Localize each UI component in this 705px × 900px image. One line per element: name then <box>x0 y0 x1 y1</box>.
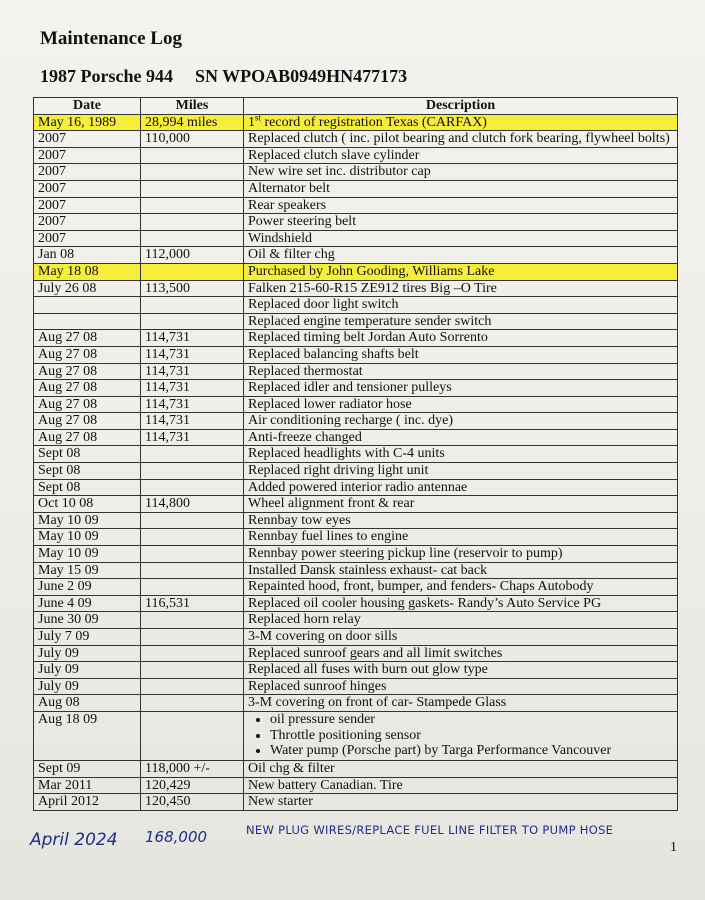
table-row <box>34 512 678 529</box>
miles-cell: 113,500 <box>141 280 244 297</box>
table-row <box>34 396 678 413</box>
description-cell: Purchased by John Gooding, Williams Lake <box>244 263 678 280</box>
table-row <box>34 164 678 181</box>
miles-cell <box>141 645 244 662</box>
miles-cell <box>141 313 244 330</box>
miles-cell: 114,731 <box>141 363 244 380</box>
table-row <box>34 330 678 347</box>
description-cell: Replaced clutch ( inc. pilot bearing and clutch fork bearing, flywheel bolts) <box>244 131 678 148</box>
date-cell: May 15 09 <box>34 562 141 579</box>
description-cell: Replaced sunroof gears and all limit switches <box>244 645 678 662</box>
date-cell: Oct 10 08 <box>34 496 141 513</box>
table-row <box>34 131 678 148</box>
description-cell: Installed Dansk stainless exhaust- cat back <box>244 562 678 579</box>
table-row <box>34 297 678 314</box>
table-row <box>34 114 678 131</box>
miles-cell: 110,000 <box>141 131 244 148</box>
date-cell: Jan 08 <box>34 247 141 264</box>
miles-cell <box>141 512 244 529</box>
date-cell: Aug 18 09 <box>34 711 141 760</box>
date-cell: Sept 08 <box>34 479 141 496</box>
description-cell: Replaced timing belt Jordan Auto Sorrento <box>244 330 678 347</box>
table-row <box>34 678 678 695</box>
date-cell: 2007 <box>34 131 141 148</box>
description-cell: Replaced lower radiator hose <box>244 396 678 413</box>
date-cell: 2007 <box>34 197 141 214</box>
handwritten-description: NEW PLUG WIRES/REPLACE FUEL LINE FILTER TO PUMP HOSE <box>246 823 614 837</box>
miles-cell <box>141 711 244 760</box>
description-cell: Oil chg & filter <box>244 760 678 777</box>
description-cell: Replaced idler and tensioner pulleys <box>244 380 678 397</box>
miles-cell: 116,531 <box>141 595 244 612</box>
miles-cell <box>141 529 244 546</box>
description-cell: Replaced headlights with C-4 units <box>244 446 678 463</box>
table-row <box>34 313 678 330</box>
date-cell: May 16, 1989 <box>34 114 141 131</box>
header-description: Description <box>244 98 678 115</box>
date-cell: 2007 <box>34 147 141 164</box>
description-cell: Wheel alignment front & rear <box>244 496 678 513</box>
description-cell: Rennbay fuel lines to engine <box>244 529 678 546</box>
date-cell: June 30 09 <box>34 612 141 629</box>
page-number: 1 <box>670 840 677 855</box>
table-row <box>34 579 678 596</box>
miles-cell: 120,429 <box>141 777 244 794</box>
miles-cell <box>141 695 244 712</box>
miles-cell <box>141 164 244 181</box>
table-row <box>34 380 678 397</box>
vehicle-model: 1987 Porsche 944 <box>40 66 173 86</box>
table-row <box>34 760 678 777</box>
table-row <box>34 496 678 513</box>
date-cell: Sept 08 <box>34 463 141 480</box>
description-cell <box>244 711 678 760</box>
description-cell: Anti-freeze changed <box>244 429 678 446</box>
description-cell: Rear speakers <box>244 197 678 214</box>
miles-cell: 114,731 <box>141 330 244 347</box>
vehicle-subtitle <box>40 66 407 87</box>
description-cell: New starter <box>244 794 678 811</box>
handwritten-date: April 2024 <box>30 830 118 850</box>
table-row <box>34 230 678 247</box>
date-cell: Mar 2011 <box>34 777 141 794</box>
description-cell: Replaced clutch slave cylinder <box>244 147 678 164</box>
date-cell: July 7 09 <box>34 629 141 646</box>
description-cell: Replaced door light switch <box>244 297 678 314</box>
miles-cell <box>141 230 244 247</box>
miles-cell <box>141 147 244 164</box>
date-cell <box>34 313 141 330</box>
table-row <box>34 794 678 811</box>
miles-cell <box>141 180 244 197</box>
date-cell: July 26 08 <box>34 280 141 297</box>
table-row <box>34 214 678 231</box>
description-cell: Replaced right driving light unit <box>244 463 678 480</box>
date-cell: May 18 08 <box>34 263 141 280</box>
miles-cell: 120,450 <box>141 794 244 811</box>
miles-cell: 118,000 +/- <box>141 760 244 777</box>
bullet-list <box>248 712 673 759</box>
table-row <box>34 612 678 629</box>
date-cell: Aug 27 08 <box>34 413 141 430</box>
miles-cell <box>141 579 244 596</box>
date-cell: April 2012 <box>34 794 141 811</box>
description-cell: Replaced sunroof hinges <box>244 678 678 695</box>
miles-cell: 28,994 miles <box>141 114 244 131</box>
page-title: Maintenance Log <box>40 28 182 49</box>
table-body <box>34 114 678 810</box>
description-cell: Oil & filter chg <box>244 247 678 264</box>
date-cell: 2007 <box>34 164 141 181</box>
date-cell: 2007 <box>34 180 141 197</box>
description-cell: Replaced oil cooler housing gaskets- Randy’s Auto Service PG <box>244 595 678 612</box>
description-cell: Replaced balancing shafts belt <box>244 346 678 363</box>
table-row <box>34 280 678 297</box>
miles-cell <box>141 678 244 695</box>
date-cell: Aug 27 08 <box>34 346 141 363</box>
table-row <box>34 247 678 264</box>
description-cell: Replaced all fuses with burn out glow type <box>244 662 678 679</box>
table-row <box>34 263 678 280</box>
date-cell: 2007 <box>34 214 141 231</box>
table-row <box>34 777 678 794</box>
description-cell: Replaced horn relay <box>244 612 678 629</box>
table-row <box>34 645 678 662</box>
bullet-item: • Throttle positioning sensor <box>270 728 673 744</box>
date-cell: July 09 <box>34 645 141 662</box>
date-cell: June 4 09 <box>34 595 141 612</box>
description-cell: 1st record of registration Texas (CARFAX) <box>244 114 678 131</box>
miles-cell <box>141 297 244 314</box>
table-row-bulleted <box>34 711 678 760</box>
miles-cell <box>141 479 244 496</box>
table-row <box>34 346 678 363</box>
date-cell: Sept 08 <box>34 446 141 463</box>
header-date: Date <box>34 98 141 115</box>
miles-cell <box>141 446 244 463</box>
date-cell: Aug 27 08 <box>34 429 141 446</box>
description-cell: Replaced thermostat <box>244 363 678 380</box>
miles-cell: 114,731 <box>141 429 244 446</box>
table-row <box>34 413 678 430</box>
description-cell: Rennbay power steering pickup line (reservoir to pump) <box>244 546 678 563</box>
date-cell: Sept 09 <box>34 760 141 777</box>
maintenance-table <box>33 97 678 811</box>
table-header-row <box>34 98 678 115</box>
description-cell: Power steering belt <box>244 214 678 231</box>
miles-cell: 114,731 <box>141 346 244 363</box>
description-cell: Replaced engine temperature sender switch <box>244 313 678 330</box>
table-row <box>34 546 678 563</box>
description-cell: New battery Canadian. Tire <box>244 777 678 794</box>
miles-cell: 114,800 <box>141 496 244 513</box>
table-row <box>34 463 678 480</box>
date-cell: May 10 09 <box>34 512 141 529</box>
date-cell: May 10 09 <box>34 529 141 546</box>
description-cell: Windshield <box>244 230 678 247</box>
miles-cell: 112,000 <box>141 247 244 264</box>
miles-cell <box>141 562 244 579</box>
miles-cell: 114,731 <box>141 380 244 397</box>
date-cell: Aug 27 08 <box>34 330 141 347</box>
serial-number: SN WPOAB0949HN477173 <box>194 66 408 86</box>
description-cell: Alternator belt <box>244 180 678 197</box>
handwritten-miles: 168,000 <box>145 828 208 846</box>
date-cell: Aug 27 08 <box>34 380 141 397</box>
date-cell: Aug 08 <box>34 695 141 712</box>
date-cell: July 09 <box>34 662 141 679</box>
table-row <box>34 595 678 612</box>
table-row <box>34 479 678 496</box>
table-row <box>34 529 678 546</box>
description-cell: 3-M covering on door sills <box>244 629 678 646</box>
date-cell <box>34 297 141 314</box>
date-cell: Aug 27 08 <box>34 363 141 380</box>
miles-cell <box>141 463 244 480</box>
miles-cell <box>141 662 244 679</box>
date-cell: 2007 <box>34 230 141 247</box>
miles-cell <box>141 197 244 214</box>
miles-cell: 114,731 <box>141 413 244 430</box>
table-row <box>34 429 678 446</box>
miles-cell: 114,731 <box>141 396 244 413</box>
description-cell: 3-M covering on front of car- Stampede Glass <box>244 695 678 712</box>
description-cell: New wire set inc. distributor cap <box>244 164 678 181</box>
table-row <box>34 446 678 463</box>
miles-cell <box>141 546 244 563</box>
table-row <box>34 197 678 214</box>
ordinal-suffix: st <box>255 114 262 122</box>
bullet-item: • oil pressure sender <box>270 712 673 728</box>
miles-cell <box>141 629 244 646</box>
description-cell: Repainted hood, front, bumper, and fenders- Chaps Autobody <box>244 579 678 596</box>
table-row <box>34 363 678 380</box>
table-row <box>34 147 678 164</box>
miles-cell <box>141 214 244 231</box>
date-cell: Aug 27 08 <box>34 396 141 413</box>
date-cell: June 2 09 <box>34 579 141 596</box>
date-cell: July 09 <box>34 678 141 695</box>
header-miles: Miles <box>141 98 244 115</box>
table-row <box>34 629 678 646</box>
description-cell: Added powered interior radio antennae <box>244 479 678 496</box>
table-row <box>34 662 678 679</box>
bullet-item: • Water pump (Porsche part) by Targa Performance Vancouver <box>270 743 673 759</box>
table-row <box>34 695 678 712</box>
table-row <box>34 562 678 579</box>
date-cell: May 10 09 <box>34 546 141 563</box>
description-cell: Rennbay tow eyes <box>244 512 678 529</box>
description-cell: Air conditioning recharge ( inc. dye) <box>244 413 678 430</box>
table-row <box>34 180 678 197</box>
description-cell: Falken 215-60-R15 ZE912 tires Big –O Tire <box>244 280 678 297</box>
miles-cell <box>141 612 244 629</box>
miles-cell <box>141 263 244 280</box>
